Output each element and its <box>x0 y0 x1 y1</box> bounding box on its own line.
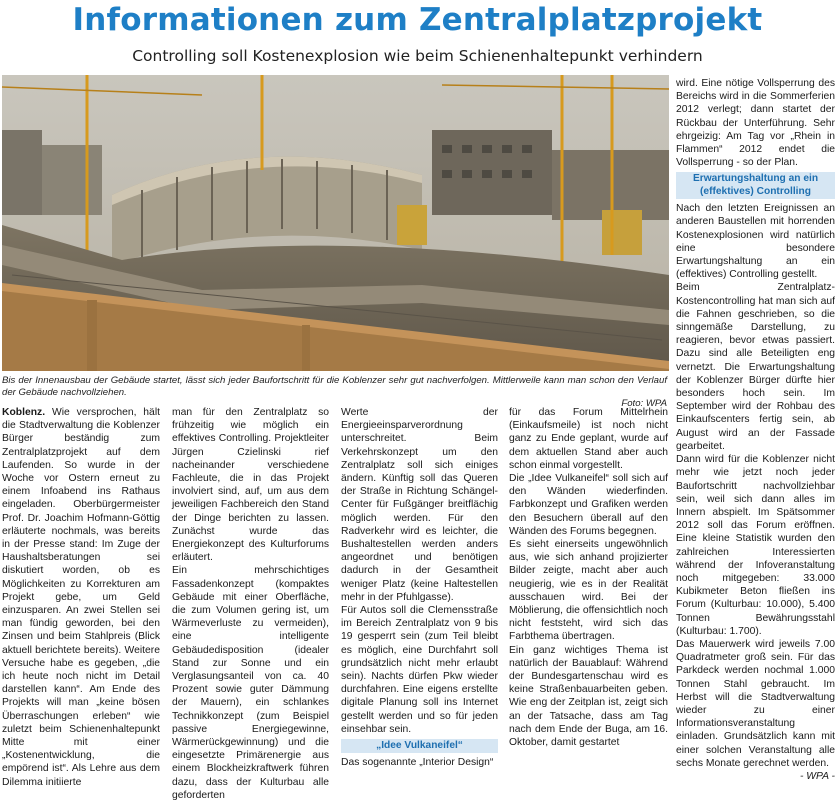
article-column-1 <box>2 406 160 788</box>
column-5-paragraph-2: Nach den letzten Ereignissen an anderen Baustellen mit horrenden Kostenexplosionen wird natürlich eine besondere Erwartungshaltung an ein (effektives) Controlling gestellt. <box>676 203 835 281</box>
dateline: Koblenz. <box>2 407 46 418</box>
column-5-paragraph-5: Das Mauerwerk wird jeweils 7.00 Quadratmeter groß sein. Für das Parkdeck werden nochmal 1.000 Tonnen Stahl gebraucht. Im Herbst will die Stadtverwaltung wieder zu einer Informationsveranstaltung einladen. Grundsätzlich kann mit einer solchen Veranstaltung alle sechs Monate gerechnet werden. <box>676 638 835 769</box>
column-2-paragraph-1: man für den Zentralplatz so frühzeitig wie möglich ein effektives Controlling. Projektleiter Jürgen Czielinski rief nacheinander verschiedene Fachleute, die in das Projekt involviert sind, auf, um aus dem jeweiligen Fachbereich den Stand der Dinge berichten zu lassen. Zunächst wurde das Energiekonzept des Kulturforums erläutert. <box>172 407 329 564</box>
column-3-paragraph-2: Für Autos soll die Clemensstraße im Bereich Zentralplatz von 9 bis 19 gesperrt sein (zum Teil bleibt es möglich, eine Durchfahrt soll grundsätzlich nicht mehr erlaubt sein). Nachts dürfen Pkw wieder durchfahren. Eine eigens erstellte digitale Planung soll ins Internet gestellt werden und so für jeden einsehbar sein. <box>341 605 498 735</box>
column-5-paragraph-3: Beim Zentralplatz-Kostencontrolling hat man sich auf die Fahnen geschrieben, so die sinngemäße Darstellung, zu reagieren, bevor etwas passiert. Dazu sind alle Beteiligten eng vernetzt. Die Erwartungshaltung der Koblenzer Bürger dürfte hier besonders hoch sein. Im September wird der Rohbau des Einkaufscenters fertig sein, ab August wird an der Fassade gearbeitet. <box>676 282 835 452</box>
column-4-paragraph-1: für das Forum Mittelrhein (Einkaufsmeile) ist noch nicht ganz zu Ende geplant, wurde auf dem aktuellen Stand aber auch schon einmal vorgestellt. <box>509 407 668 471</box>
article-column-4 <box>509 406 668 764</box>
column-5-paragraph-1: wird. Eine nötige Vollsperrung des Bereichs wird in die Sommerferien 2012 verlegt; dann startet der Rückbau der Unterführung. Sehr ehrgeizig: Am Tag vor „Rhein in Flammen“ 2012 endet die Vollsperrung - so der Plan. <box>676 78 835 169</box>
column-3-paragraph-1: Werte der Energieeinsparverordnung unterschreitet. Beim Verkehrskonzept um den Zentralplatz soll sich einiges ändern. Künftig soll das Queren der Straße in Richtung Schängel-Center für Fußgänger breitflächig möglich werden. Für den Radverkehr wird es leichter, die Bushaltestellen werden anders angeordnet und benötigen dadurch in der Gesamtheit weniger Platz (keine Haltestellen mehr in der Pfuhlgasse). <box>341 407 498 603</box>
headline: Informationen zum Zentralplatzprojekt <box>72 2 763 38</box>
column-4-paragraph-2: Die „Idee Vulkaneifel“ soll sich auf den Wänden wiederfinden. Farbkonzept und Grafiken werden den Besuchern überall auf den Wänden des Forums begegnen. <box>509 473 668 537</box>
caption-text: Bis der Innenausbau der Gebäude startet, lässt sich jeder Baufortschritt für die Koblenzer sehr gut nachverfolgen. Mittlerweile kann man schon den Verlauf der Gebäude nachvollziehen. <box>2 375 667 398</box>
article-column-2 <box>172 406 329 801</box>
column-1-text: Wie versprochen, hält die Stadtverwaltung die Koblenzer Bürger beständig zum Zentralplatzprojekt auf dem Laufenden. So wurde in der Woche vor Ostern erneut zu einem Infoabend ins Rathaus eingeladen. Oberbürgermeister Prof. Dr. Joachim Hofmann-Göttig erläuterte nochmals, was bereits in der Presse stand: Im Zuge der Haushaltsberatungen sei diskutiert worden, ob es Möglichkeiten zu Korrekturen am Projekt gebe, um Geld einzusparen. An zwei Stellen sei man fündig geworden, bei den Zinsen und beim Stahlpreis (Blick aktuell berichtete bereits). Weitere Versuche habe es gegeben, „die ich heute noch nicht im Detail darstellen kann“. Am Ende des Projekts will man „keine bösen Überraschungen erleben“ wie zuletzt beim Schienenhaltepunkt Mitte mit einer „Kostenentwicklung, die empörend ist“. Als Lehre aus dem Dilemma initiierte <box>2 407 160 788</box>
article-column-3 <box>341 406 498 769</box>
column-4-paragraph-4: Ein ganz wichtiges Thema ist natürlich der Bauablauf: Während der Bundesgartenschau wird es keine Straßenbauarbeiten geben. Wie eng der Zeitplan ist, zeigt sich an der Tatsache, dass am Tag nach dem Ende der Buga, am 16. Oktober, damit gestartet <box>509 644 668 749</box>
column-2-paragraph-2: Ein mehrschichtiges Fassadenkonzept (kompaktes Gebäude mit einer Oberfläche, die zum Volumen gering ist, um Wärmeverluste zu vermeiden), eine intelligente Gebäudedisposition (idealer Stand zur Sonne und ein Verglasungsanteil von ca. 40 Prozent sowie guter Dämmung der Mauern), ein schlankes Technikkonzept (zum Beispiel passive Energiegewinne, Wärmerückgewinnung) und die eingesetzte Primärenergie aus einem Blockheizkraftwerk führen dazu, dass der Kulturbau alle geforderten <box>172 565 329 801</box>
author-signature: - WPA - <box>799 770 835 782</box>
section-heading-controlling: Erwartungshaltung an ein (effektives) Controlling <box>676 172 835 199</box>
column-1-paragraph <box>2 406 160 789</box>
construction-site-photo <box>2 75 669 371</box>
article-column-5 <box>676 77 835 782</box>
column-5-paragraph-4: Dann wird für die Koblenzer nicht mehr wie jetzt noch jeder Baufortschritt nachvollziehbar sein, weil sich dann alles im Innern abspielt. Im Spätsommer 2012 soll das Forum eröffnen. Eine kleine Statistik wurden den zahlreichen Interessierten während der Infoveranstaltung noch mitgegeben: 33.000 Kubikmeter Beton fließen ins Forum (Kulturbau: 10.000), 5.400 Tonnen Bewährungsstahl (Kulturbau: 1.700). <box>676 454 835 637</box>
photo-caption <box>2 375 667 410</box>
section-heading-vulkaneifel: „Idee Vulkaneifel“ <box>341 739 498 753</box>
column-4-paragraph-3: Es sieht einerseits ungewöhnlich aus, wie sich anhand projizierter Bilder zeigte, macht aber auch neugierig, wie es in der Realität ausschauen wird. Bei der Möblierung, die offensichtlich noch nicht feststeht, wird sich das Farbthema übertragen. <box>509 539 668 643</box>
column-3-paragraph-3: Das sogenannte „Interior Design“ <box>341 757 494 769</box>
photo-credit: Foto: WPA <box>621 398 667 409</box>
subheadline: Controlling soll Kostenexplosion wie beim Schienenhaltepunkt verhindern <box>132 47 703 65</box>
